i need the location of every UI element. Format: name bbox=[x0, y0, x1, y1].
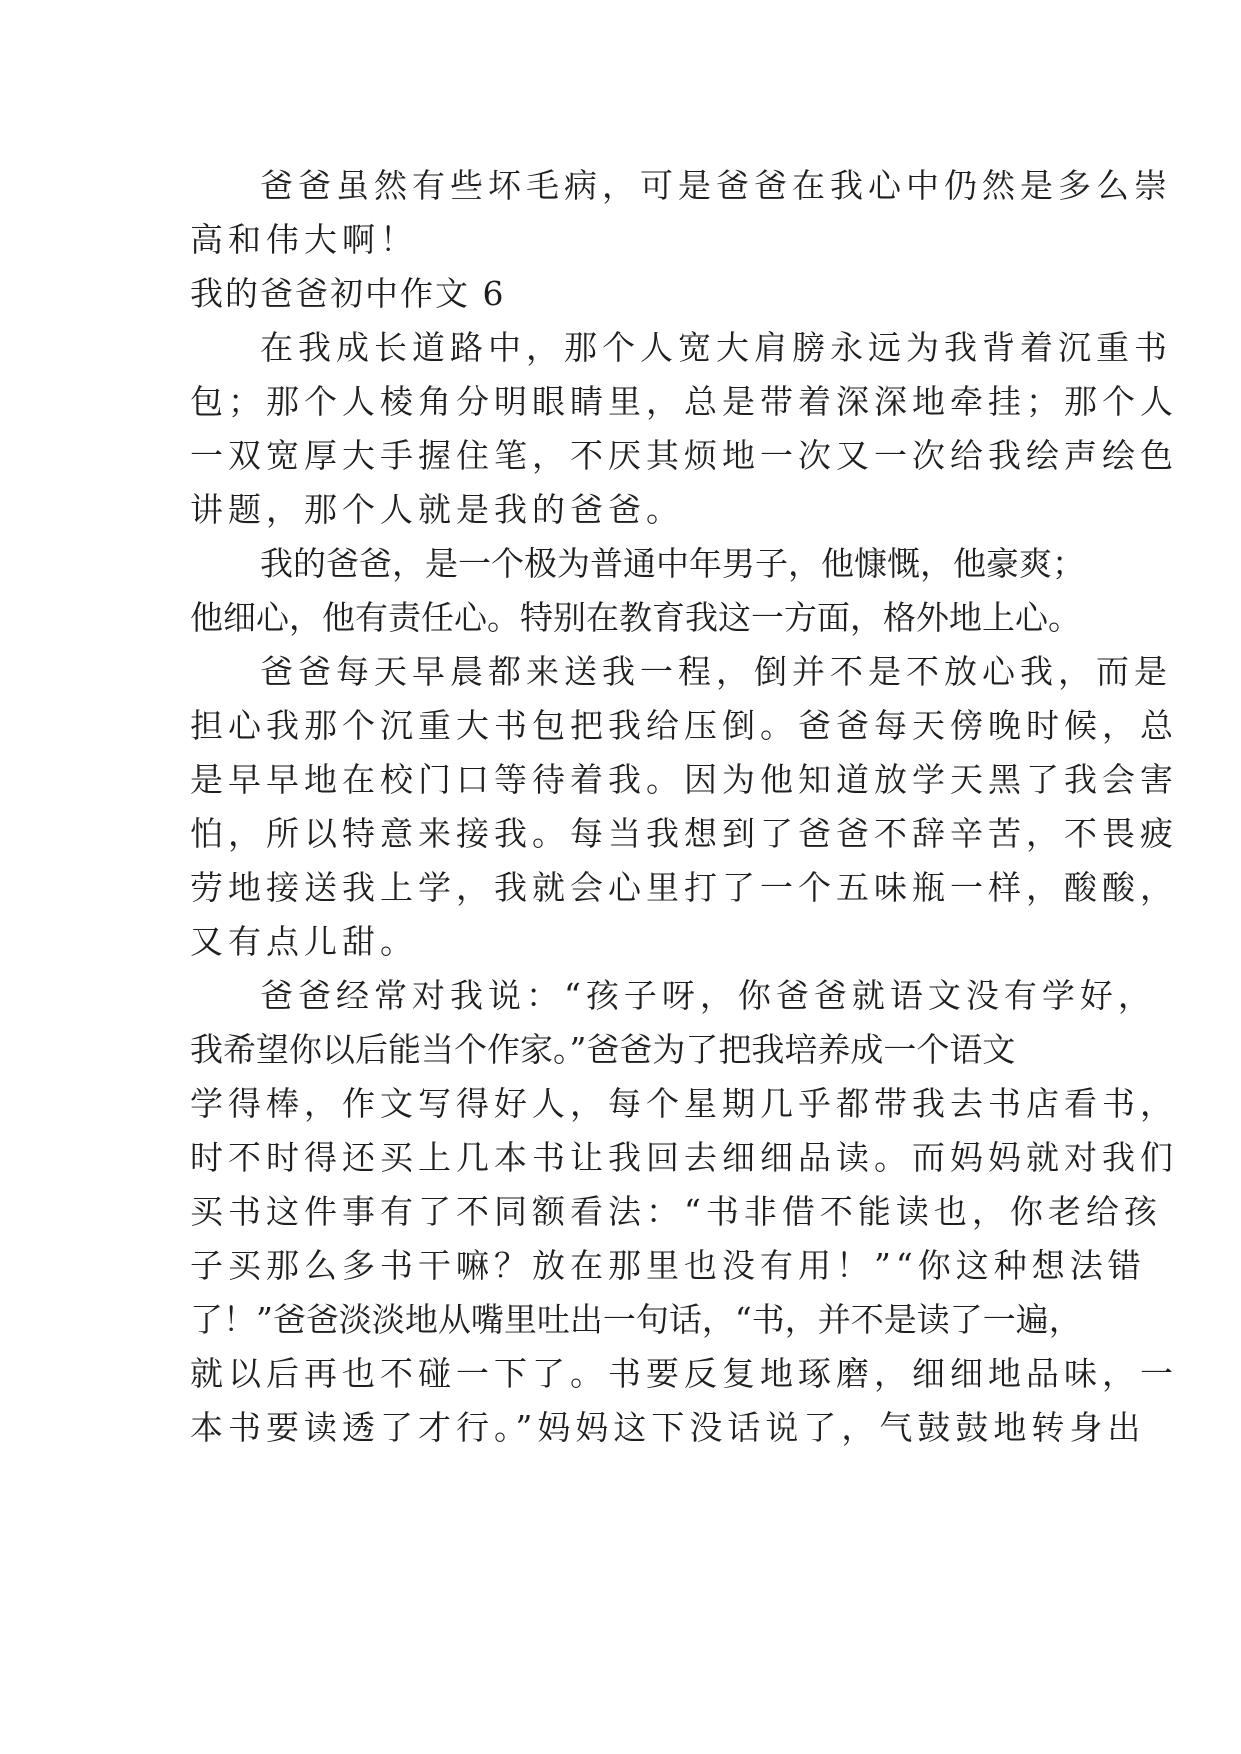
essay-body bbox=[190, 159, 1178, 1455]
paragraph-line: 怕，所以特意来接我。每当我想到了爸爸不辞辛苦，不畏疲 bbox=[190, 814, 1178, 853]
paragraph-line: 买书这件事有了不同额看法：“书非借不能读也，你老给孩 bbox=[190, 1192, 1162, 1231]
paragraph-line: 就以后再也不碰一下了。书要反复地琢磨，细细地品味，一 bbox=[190, 1354, 1178, 1393]
paragraph-line: 是早早地在校门口等待着我。因为他知道放学天黑了我会害 bbox=[190, 760, 1178, 799]
paragraph-line: 爸爸经常对我说：“孩子呀，你爸爸就语文没有学好， bbox=[260, 976, 1156, 1015]
paragraph-line: 我的爸爸，是一个极为普通中年男子，他慷慨，他豪爽； bbox=[260, 544, 1085, 583]
paragraph-line: 劳地接送我上学，我就会心里打了一个五味瓶一样，酸酸， bbox=[190, 868, 1178, 907]
paragraph-line: 爸爸每天早晨都来送我一程，倒并不是不放心我，而是 bbox=[260, 652, 1172, 691]
paragraph-line: 讲题，那个人就是我的爸爸。 bbox=[190, 490, 684, 529]
paragraph-line: 担心我那个沉重大书包把我给压倒。爸爸每天傍晚时候，总 bbox=[190, 706, 1178, 745]
essay-title: 我的爸爸初中作文 6 bbox=[190, 274, 506, 313]
paragraph-line: 爸爸虽然有些坏毛病，可是爸爸在我心中仍然是多么崇 bbox=[260, 166, 1172, 205]
paragraph-line: 时不时得还买上几本书让我回去细细品读。而妈妈就对我们 bbox=[190, 1138, 1178, 1177]
paragraph-line: 包；那个人棱角分明眼睛里，总是带着深深地牵挂；那个人 bbox=[190, 382, 1178, 421]
paragraph-line: 本书要读透了才行。”妈妈这下没话说了，气鼓鼓地转身出 bbox=[190, 1408, 1146, 1447]
paragraph-line: 我希望你以后能当个作家。”爸爸为了把我培养成一个语文 bbox=[190, 1030, 1016, 1069]
paragraph-line: 子买那么多书干嘛？放在那里也没有用！”“你这种想法错 bbox=[190, 1246, 1146, 1285]
paragraph-line: 学得棒，作文写得好人，每个星期几乎都带我去书店看书， bbox=[190, 1084, 1178, 1123]
paragraph-line: 又有点儿甜。 bbox=[190, 922, 418, 961]
paragraph-line: 他细心，他有责任心。特别在教育我这一方面，格外地上心。 bbox=[190, 598, 1081, 637]
paragraph-line: 在我成长道路中，那个人宽大肩膀永远为我背着沉重书 bbox=[260, 328, 1172, 367]
paragraph-line: 了！”爸爸淡淡地从嘴里吐出一句话，“书，并不是读了一遍， bbox=[190, 1300, 1082, 1339]
paragraph-line: 高和伟大啊！ bbox=[190, 220, 418, 259]
paragraph-line: 一双宽厚大手握住笔，不厌其烦地一次又一次给我绘声绘色 bbox=[190, 436, 1178, 475]
